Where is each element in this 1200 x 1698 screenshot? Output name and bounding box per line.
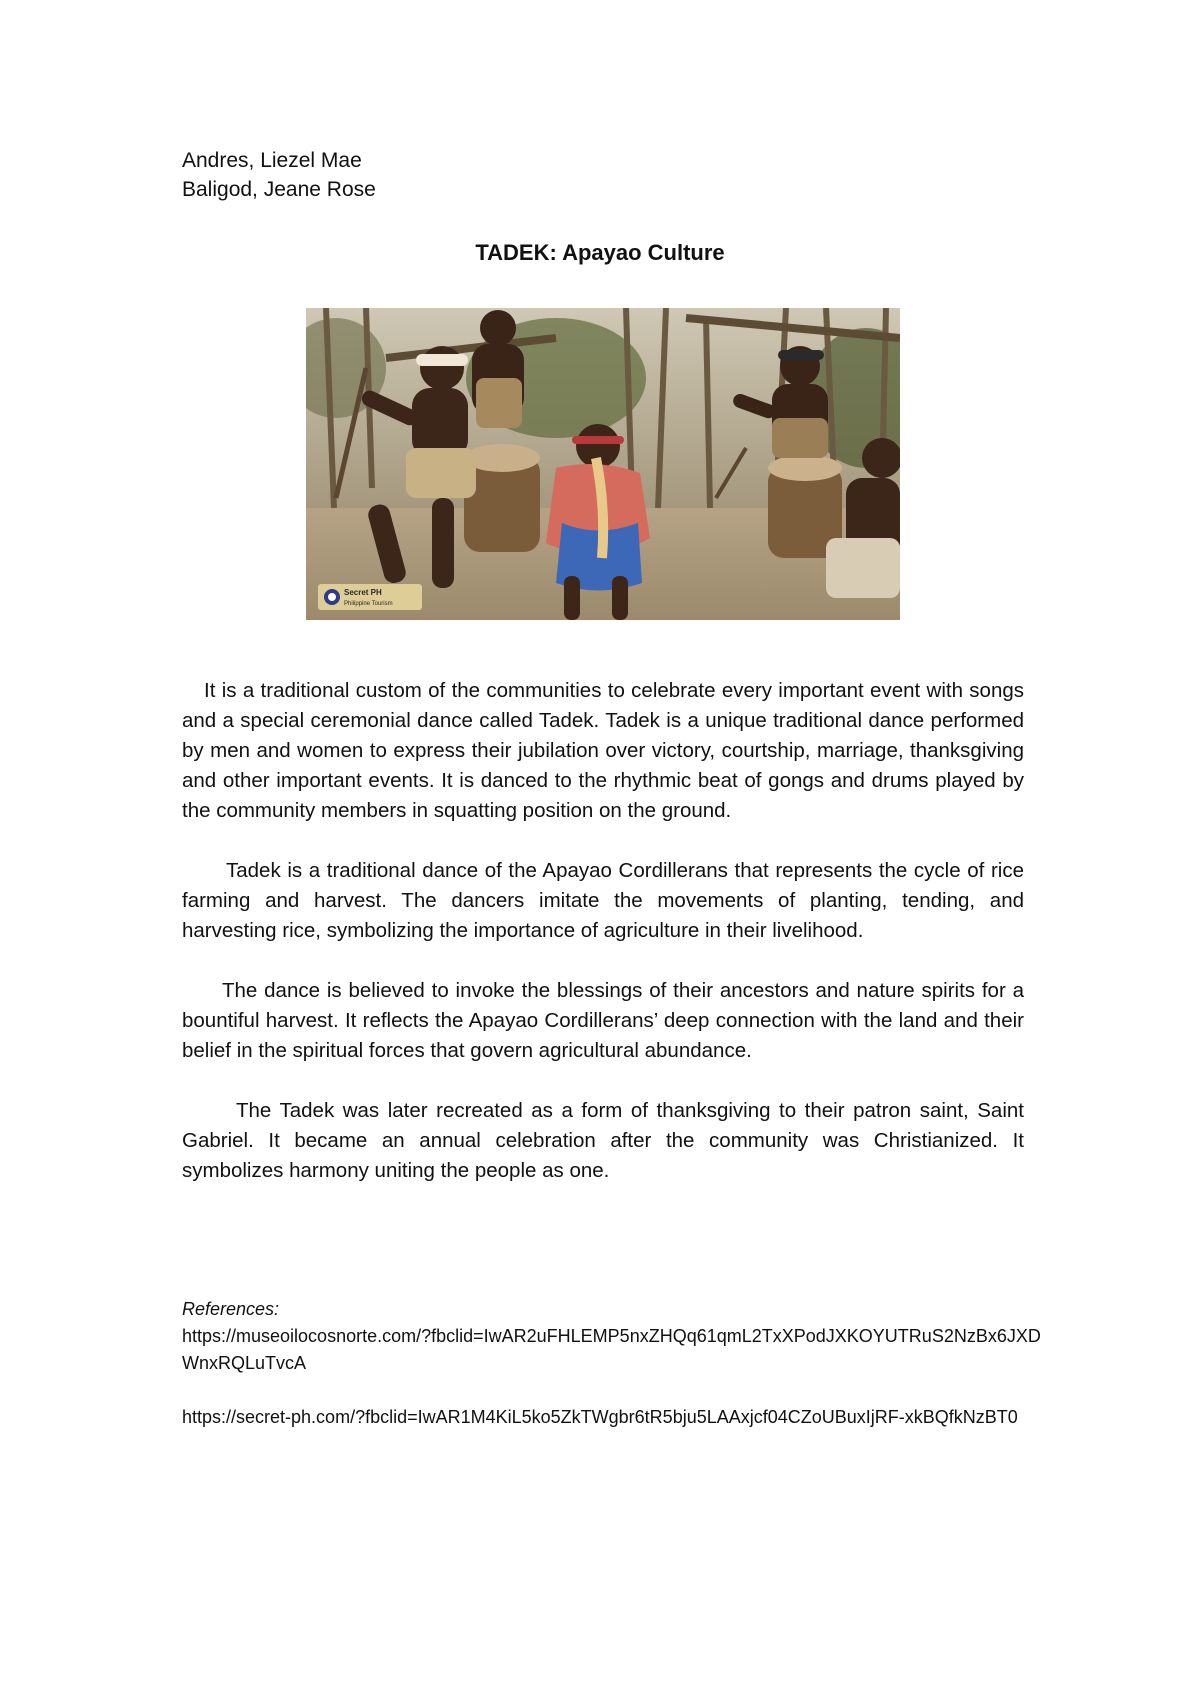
reference-link[interactable]: https://museoilocosnorte.com/?fbclid=IwAR2uFHLEMP5nxZHQq61qmL2TxXPodJXKOYUTRuS2NzBx6JXDWnxRQLuTvcA xyxy=(182,1326,1041,1373)
author-list xyxy=(182,146,376,204)
paragraph: Tadek is a traditional dance of the Apayao Cordillerans that represents the cycle of rice farming and harvest. The dancers imitate the movements of planting, tending, and harvesting rice, symbolizing the importance of agriculture in their livelihood. xyxy=(182,859,1024,942)
dance-photo-illustration xyxy=(306,308,900,620)
author-name: Andres, Liezel Mae xyxy=(182,149,362,172)
document-title: TADEK: Apayao Culture xyxy=(475,240,725,265)
watermark-line2: Philippine Tourism xyxy=(344,601,393,607)
author-name: Baligod, Jeane Rose xyxy=(182,178,376,201)
paragraph: It is a traditional custom of the communities to celebrate every important event with songs and a special ceremonial dance called Tadek. Tadek is a unique traditional dance performed by men and women to express their jubilation over victory, courtship, marriage, thanksgiving and other important events. It is danced to the rhythmic beat of gongs and drums played by the community members in squatting position on the ground. xyxy=(182,679,1024,822)
body-text xyxy=(182,676,1024,1216)
paragraph: The Tadek was later recreated as a form of thanksgiving to their patron saint, Saint Gabriel. It became an annual celebration after the community was Christianized. It symbolizes harmony uniting the people as one. xyxy=(182,1099,1024,1182)
dance-photo xyxy=(306,308,900,620)
watermark-line1: Secret PH xyxy=(344,588,382,597)
references-label: References: xyxy=(182,1299,280,1319)
paragraph: The dance is believed to invoke the blessings of their ancestors and nature spirits for a bountiful harvest. It reflects the Apayao Cordillerans’ deep connection with the land and their belief in the spiritual forces that govern agricultural abundance. xyxy=(182,979,1024,1062)
references-section xyxy=(182,1296,1042,1431)
reference-link[interactable]: https://secret-ph.com/?fbclid=IwAR1M4KiL5ko5ZkTWgbr6tR5bju5LAAxjcf04CZoUBuxIjRF-xkBQfkNzBT0 xyxy=(182,1407,1018,1427)
